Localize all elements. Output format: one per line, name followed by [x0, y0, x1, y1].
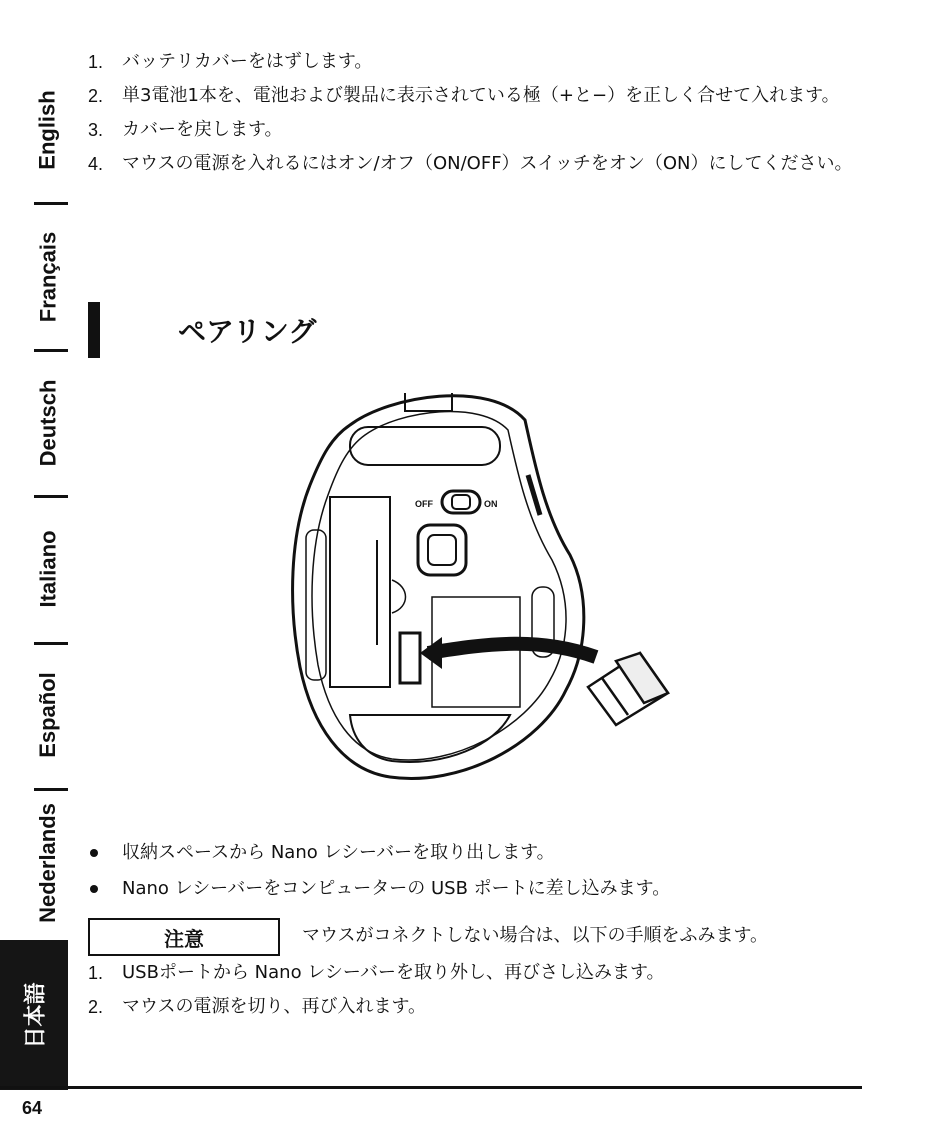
bullet-dot: [90, 885, 98, 893]
tab-divider: [34, 349, 68, 352]
step-number: 2.: [88, 86, 104, 106]
list-item: [88, 871, 858, 907]
step-text: バッテリカバーをはずします。: [122, 51, 373, 72]
step-number: 3.: [88, 120, 104, 140]
step-item: [88, 147, 858, 181]
mouse-pairing-illustration: [270, 375, 680, 795]
switch-on-label: ON: [484, 499, 498, 509]
tab-divider: [34, 788, 68, 791]
mouse-underside-diagram: [270, 375, 680, 795]
step-item: [88, 45, 858, 79]
step-item: [88, 113, 858, 147]
list-item: [88, 835, 858, 871]
switch-off-label: OFF: [415, 499, 433, 509]
note-text: マウスがコネクトしない場合は、以下の手順をふみます。: [302, 925, 769, 946]
section-marker: [88, 302, 100, 358]
tab-divider: [34, 642, 68, 645]
step-item: [88, 956, 858, 990]
step-number: 2.: [88, 997, 104, 1017]
language-sidebar: [0, 60, 68, 1090]
step-text: 単3電池1本を、電池および製品に表示されている極（+と−）を正しく合せて入れます。: [122, 85, 840, 106]
tab-japanese-active[interactable]: [0, 940, 68, 1090]
tab-label: 日本語: [23, 981, 49, 1049]
nano-receiver: [588, 653, 668, 725]
bullet-dot: [90, 849, 98, 857]
tab-nederlands[interactable]: [28, 798, 68, 928]
section-heading-pairing: ペアリング: [178, 315, 317, 348]
tab-italiano[interactable]: [28, 504, 68, 634]
tab-label: Français: [35, 231, 60, 323]
receiver-slot: [400, 633, 420, 683]
bullet-text: 収納スペースから Nano レシーバーを取り出します。: [122, 842, 555, 863]
bottom-foot-pad: [350, 715, 510, 762]
step-item: [88, 79, 858, 113]
tab-english[interactable]: [28, 65, 68, 195]
step-number: 1.: [88, 52, 104, 72]
tab-divider: [34, 202, 68, 205]
battery-compartment: [330, 497, 390, 687]
step-item: [88, 990, 858, 1024]
tab-espanol[interactable]: [28, 650, 68, 780]
step-text: USBポートから Nano レシーバーを取り外し、再びさし込みます。: [122, 962, 665, 983]
tab-label: Español: [35, 672, 61, 758]
step-text: マウスの電源を入れるにはオン/オフ（ON/OFF）スイッチをオン（ON）にしてください。: [122, 153, 853, 174]
page-number: 64: [22, 1098, 43, 1118]
note-label-box: 注意: [88, 918, 280, 956]
bullet-text: Nano レシーバーをコンピューターの USB ポートに差し込みます。: [122, 878, 671, 899]
footer-rule: [0, 1086, 862, 1089]
step-number: 4.: [88, 154, 104, 174]
tab-label: Deutsch: [35, 379, 61, 467]
tab-francais[interactable]: [28, 212, 68, 342]
step-text: カバーを戻します。: [122, 119, 283, 140]
install-steps: [88, 45, 858, 181]
insert-arrow: [420, 637, 596, 669]
tab-label: English: [35, 90, 61, 170]
top-foot-pad: [350, 427, 500, 465]
note-row: [88, 918, 878, 954]
pairing-bullets: [88, 835, 858, 907]
tab-divider: [34, 495, 68, 498]
step-number: 1.: [88, 963, 104, 983]
step-text: マウスの電源を切り、再び入れます。: [122, 996, 427, 1017]
note-steps: [88, 956, 858, 1024]
tab-label: Italiano: [35, 530, 61, 608]
tab-deutsch[interactable]: [28, 358, 68, 488]
tab-label: Nederlands: [35, 803, 61, 923]
optical-sensor: [418, 525, 466, 575]
